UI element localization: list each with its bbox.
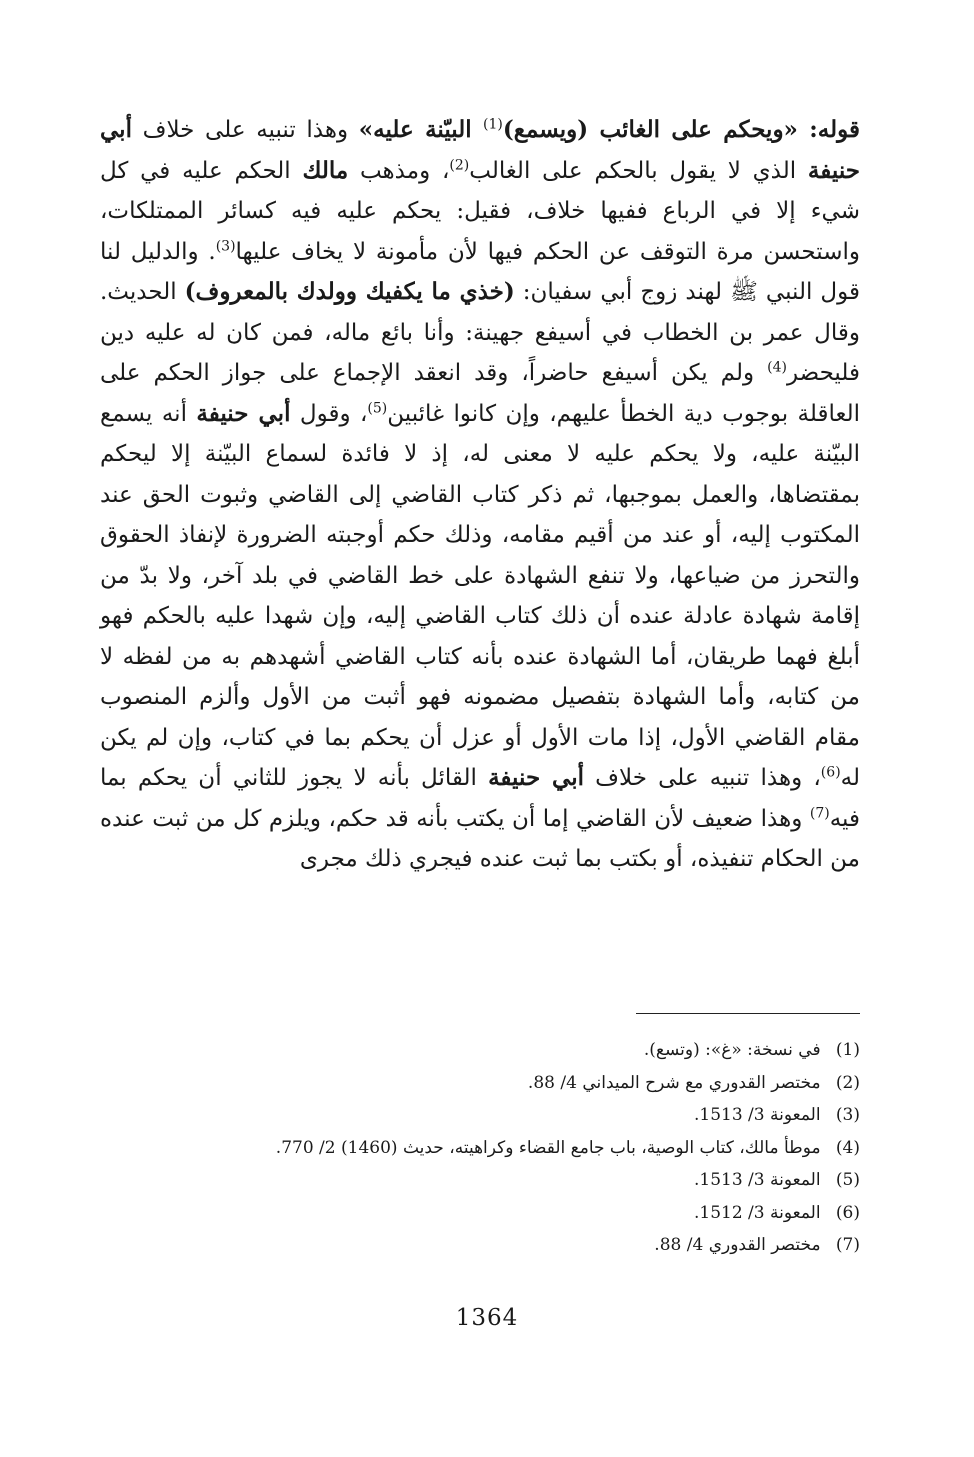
footnote-number: (2) <box>835 1072 860 1093</box>
footnote-item <box>100 1164 860 1197</box>
text-run: أنه يسمع البيّنة عليه، ولا يحكم عليه لا معنى له، إذ لا فائدة لسماع البيّنة إلا ليحكم بمقتضاها، والعمل بموجبها، ثم ذكر كتاب القاضي إلى القاضي وثبوت الحق عند المكتوب إليه، أو عند من أقيم مقامه، وذلك حكم أوجبته الضرورة لإنفاذ الحقوق والتحرز من ضياعها، ولا تنفع الشهادة على خط القاضي في بلد آخر، ولا بدّ من إقامة شهادة عادلة عنده أن ذلك كتاب القاضي إليه، وإن شهدا عليه بالحكم فهو أبلغ فهما طريقان، أما الشهادة عنده بأنه كتاب القاضي أشهدهم به من لفظه لا من كتابه، وأما الشهادة بتفصيل مضمونه فهو أثبت من الأول وألزم المنصوب مقام القاضي الأول، إذا مات الأول أو عزل أن يحكم بما في كتاب، وإن لم يكن له <box>100 400 860 791</box>
footnote-ref-7: (7) <box>809 804 830 821</box>
footnote-number: (3) <box>835 1105 860 1125</box>
footnote-text: موطأ مالك، كتاب الوصية، باب جامع القضاء وكراهيته، حديث (1460) 2/ 770. <box>275 1137 821 1158</box>
text-run: ، ومذهب <box>348 157 450 184</box>
footnote-text: مختصر القدوري 4/ 88. <box>654 1235 821 1255</box>
footnote-ref-5: (5) <box>367 399 388 416</box>
footnote-ref-4: (4) <box>767 359 787 376</box>
footnote-ref-2: (2) <box>449 156 470 173</box>
footnotes <box>100 1034 860 1262</box>
text-run: القائل بأنه لا يجوز للثاني أن يحكم بما فيه <box>100 765 860 832</box>
footnote-text: في نسخة: «غ»: (وتسع). <box>643 1040 821 1060</box>
hadith-quote: (خذي ما يكفيك وولدك بالمعروف) <box>184 278 515 305</box>
footnote-text: المعونة 3/ 1513. <box>693 1170 821 1190</box>
footnote-number: (6) <box>835 1202 860 1223</box>
main-paragraph <box>100 110 860 880</box>
footnote-item <box>100 1067 860 1100</box>
footnote-ref-1: (1) <box>482 116 503 133</box>
footnote-number: (4) <box>835 1137 860 1158</box>
name-abu-hanifa: أبي حنيفة <box>100 116 860 184</box>
text-run: وهذا ضعيف لأن القاضي إما أن يكتب بأنه قد حكم، ويلزم كل من ثبت عنده من الحكام تنفيذه، أو بكتب بما ثبت عنده فيجري ذلك مجرى <box>100 805 860 872</box>
text-run: ولم يكن أسيفع حاضراً، وقد انعقد الإجماع على جواز الحكم على العاقلة بوجوب دية الخطأ عليهم، وإن كانوا غائبين <box>100 360 860 427</box>
footnote-text: المعونة 3/ 1512. <box>693 1202 821 1223</box>
text-run: وهذا تنبيه على خلاف <box>131 117 359 143</box>
quoted-heading-end: البيّنة عليه» <box>358 116 483 143</box>
text-run: ، وهذا تنبيه على خلاف <box>583 765 821 791</box>
footnote-item <box>100 1197 860 1230</box>
footnote-item <box>100 1034 860 1067</box>
text-run: الذي لا يقول بالحكم على الغالب <box>469 157 808 184</box>
footnote-text: مختصر القدوري مع شرح الميداني 4/ 88. <box>527 1072 821 1093</box>
footnote-item <box>100 1132 860 1165</box>
name-malik: مالك <box>302 156 349 184</box>
footnote-ref-3: (3) <box>215 237 236 254</box>
text-run: الحكم عليه في كل شيء إلا في الرباع ففيها خلاف، فقيل: يحكم عليه فيه كسائر الممتلكات، واستحسن مرة التوقف عن الحكم فيها لأن مأمونة لا يخاف عليها <box>100 157 860 265</box>
footnote-number: (5) <box>835 1170 860 1190</box>
page-number: 1364 <box>455 1305 519 1331</box>
footnote-separator <box>636 1013 860 1014</box>
footnote-number: (1) <box>835 1040 860 1060</box>
main-text <box>100 110 860 880</box>
name-abu-hanifa: أبي حنيفة <box>196 399 291 427</box>
text-run: الحديث. وقال عمر بن الخطاب في أسيفع جهينة: وأنا بائع ماله، فمن كان له عليه دين فليحضر <box>100 279 860 386</box>
footnote-text: المعونة 3/ 1513. <box>693 1105 821 1125</box>
footnote-number: (7) <box>835 1235 860 1255</box>
name-abu-hanifa: أبي حنيفة <box>488 764 584 791</box>
quoted-heading: قوله: «ويحكم على الغائب (ويسمع) <box>502 116 860 143</box>
footnote-item <box>100 1099 860 1132</box>
text-run: ، وقول <box>290 400 368 427</box>
text-run: . والدليل لنا قول النبي ﷺ لهند زوج أبي سفيان: <box>100 238 860 305</box>
footnote-ref-6: (6) <box>820 764 841 781</box>
footnote-item <box>100 1229 860 1262</box>
